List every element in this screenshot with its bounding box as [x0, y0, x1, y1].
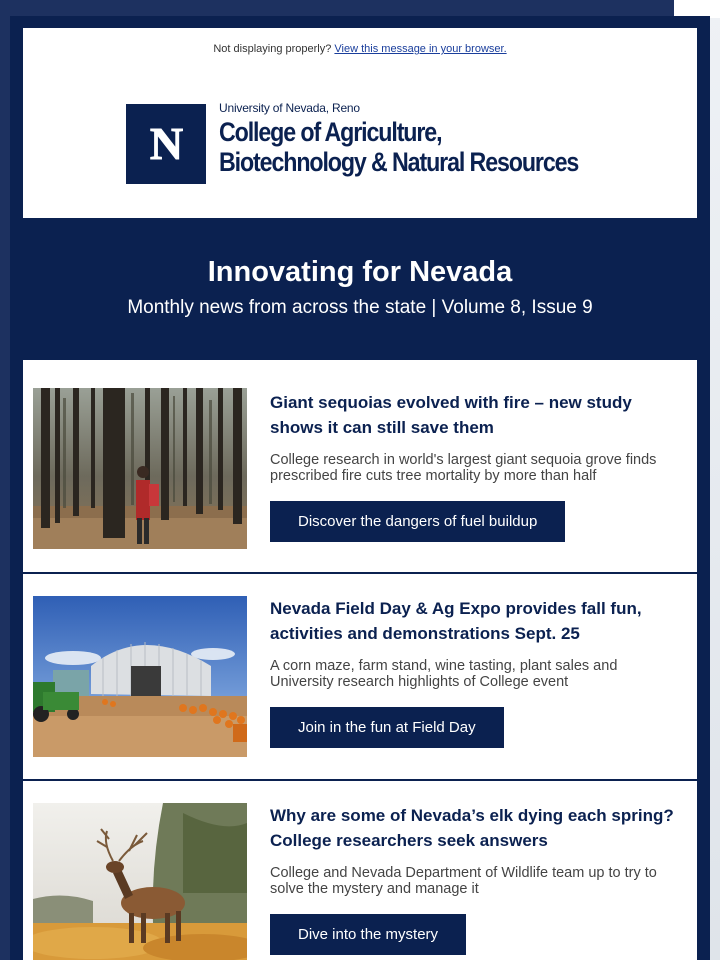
logo-college-line-2: Biotechnology & Natural Resources: [219, 147, 579, 177]
newsletter-banner: [10, 218, 710, 360]
newsletter-title: Innovating for Nevada: [207, 256, 513, 288]
story-title[interactable]: Why are some of Nevada’s elk dying each spring? College researchers seek answers: [270, 806, 674, 850]
view-in-browser-link[interactable]: View this message in your browser.: [334, 43, 507, 55]
story-content: [270, 390, 680, 542]
logo-university-name: University of Nevada, Reno: [219, 101, 360, 115]
story-description: College and Nevada Department of Wildlife team up to try to solve the mystery and manage it: [270, 865, 657, 897]
story-image-elk[interactable]: [33, 803, 247, 960]
newsletter-subtitle: Monthly news from across the state | Volume 8, Issue 9: [127, 297, 593, 318]
college-wordmark[interactable]: [219, 101, 637, 177]
story-description: A corn maze, farm stand, wine tasting, plant sales and University research highlights of College event: [270, 658, 618, 690]
note-text: Not displaying properly?: [213, 43, 335, 55]
story-title[interactable]: Nevada Field Day & Ag Expo provides fall fun, activities and demonstrations Sept. 25: [270, 599, 642, 643]
logo-letter: N: [149, 118, 183, 169]
story-description: College research in world's largest giant sequoia grove finds prescribed fire cuts tree mortality by more than half: [270, 452, 657, 484]
fuel-buildup-button[interactable]: Discover the dangers of fuel buildup: [270, 501, 565, 542]
story-image-field-day-barn[interactable]: [33, 596, 247, 757]
story-content: [270, 596, 680, 748]
mystery-button[interactable]: Dive into the mystery: [270, 914, 466, 955]
email-header: [23, 28, 697, 218]
story-card: [23, 360, 697, 572]
story-content: [270, 803, 680, 955]
story-card: [23, 574, 697, 779]
story-card: [23, 781, 697, 960]
university-logo-mark[interactable]: [126, 104, 206, 184]
browser-view-note: [23, 43, 697, 55]
story-image-sequoia-forest[interactable]: [33, 388, 247, 549]
email-frame: [10, 16, 710, 960]
logo-college-line-1: College of Agriculture,: [219, 117, 442, 147]
field-day-button[interactable]: Join in the fun at Field Day: [270, 707, 504, 748]
story-title[interactable]: Giant sequoias evolved with fire – new study shows it can still save them: [270, 393, 632, 437]
